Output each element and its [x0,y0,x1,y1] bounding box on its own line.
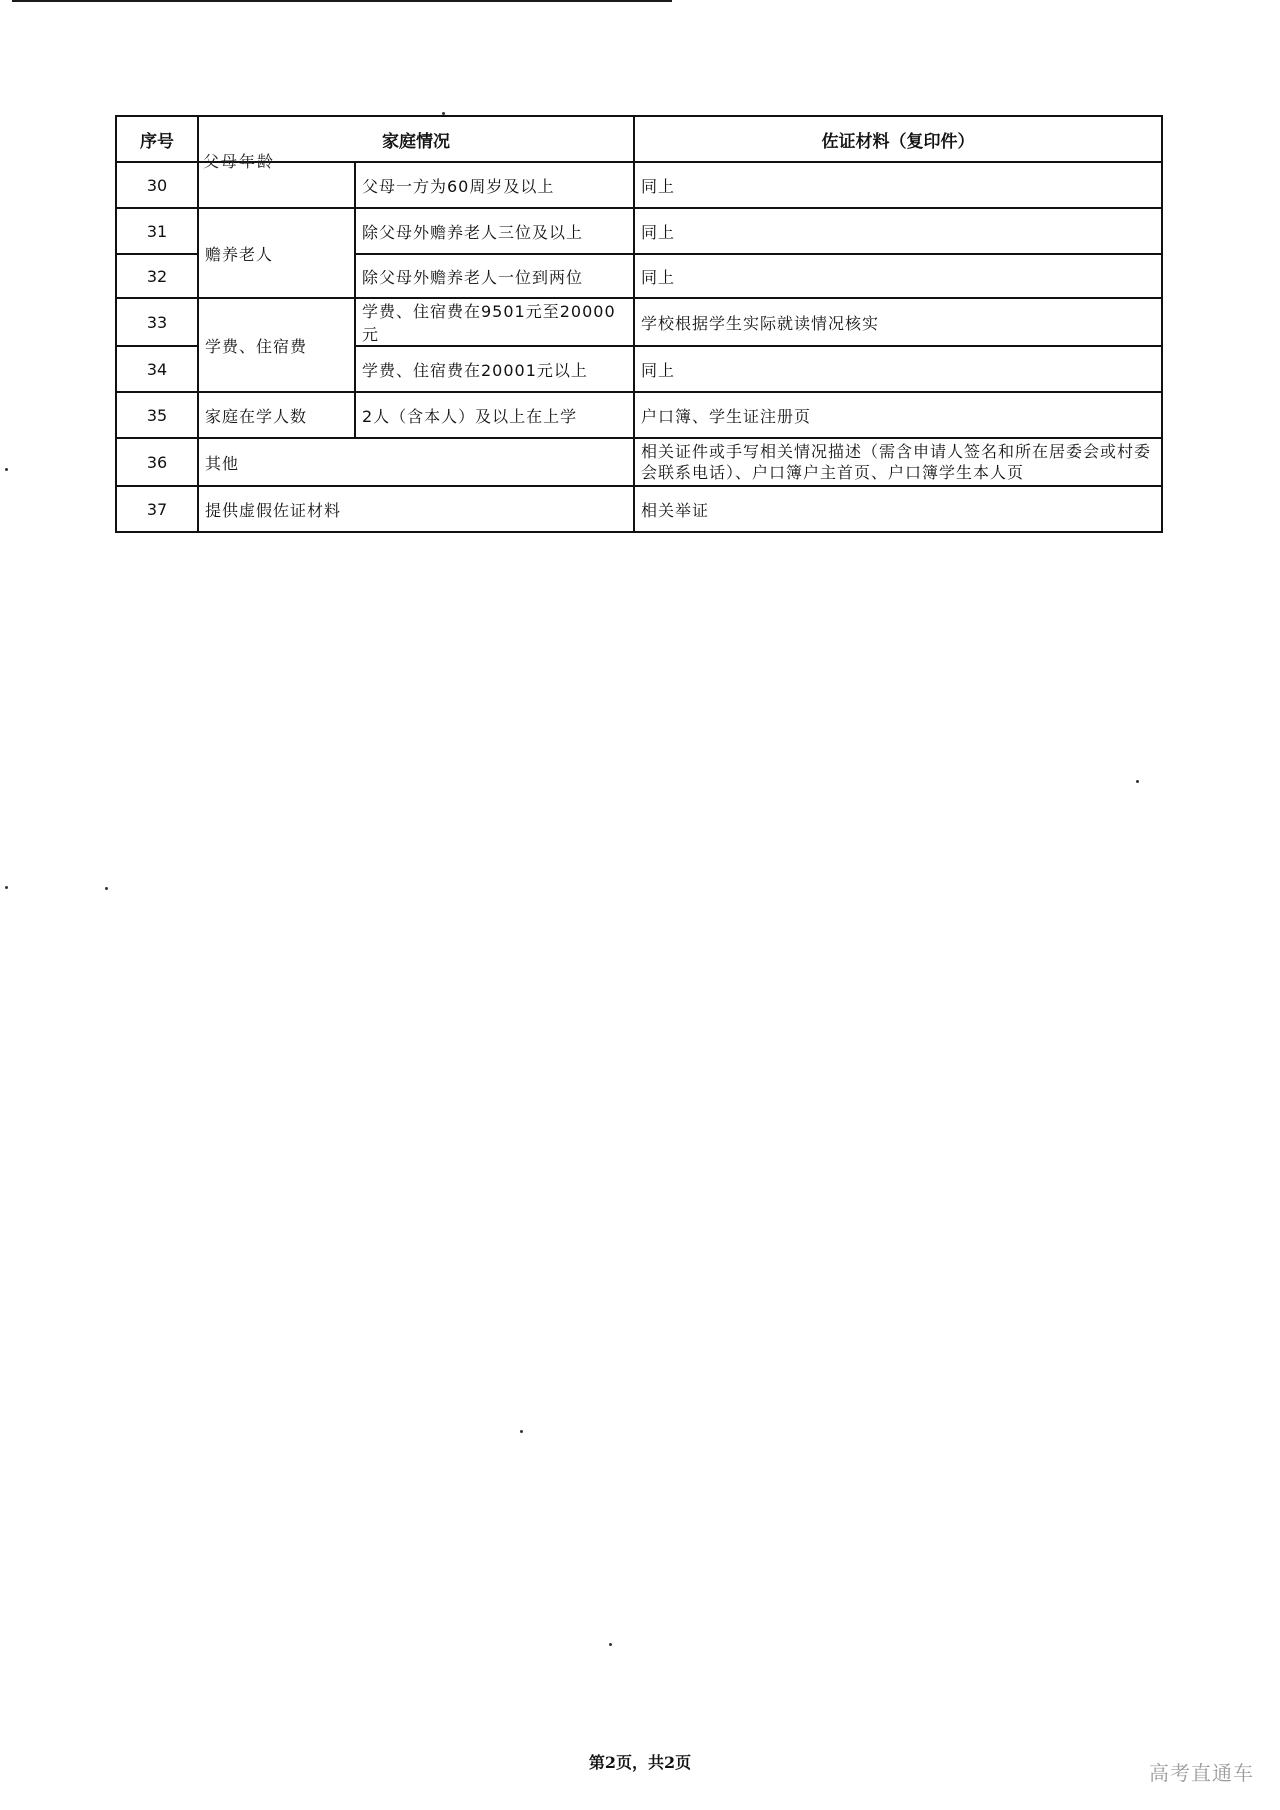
row-category [198,152,355,208]
table-row [116,392,1162,438]
table-row [116,208,1162,254]
table-row [116,438,1162,486]
row-proof: 同上 [634,208,1162,254]
row-condition: 学费、住宿费在9501元至20000元 [355,298,634,346]
table-row [116,486,1162,532]
scan-speck [5,886,8,889]
row-condition: 2人（含本人）及以上在上学 [355,392,634,438]
row-number: 30 [116,162,198,208]
row-category: 赡养老人 [198,208,355,298]
row-proof: 学校根据学生实际就读情况核实 [634,298,1162,346]
header-proof-materials: 佐证材料（复印件） [634,116,1162,162]
header-number: 序号 [116,116,198,162]
page-number-label: 第2页，共2页 [588,1753,692,1772]
row-category: 家庭在学人数 [198,392,355,438]
row-proof: 相关举证 [634,486,1162,532]
table-row [116,162,1162,208]
row-number: 37 [116,486,198,532]
row-category: 其他 [198,438,634,486]
row-condition: 学费、住宿费在20001元以上 [355,346,634,392]
row-number: 34 [116,346,198,392]
row-proof: 同上 [634,254,1162,298]
row-condition: 除父母外赡养老人一位到两位 [355,254,634,298]
row-category: 学费、住宿费 [198,298,355,392]
scan-speck [609,1643,612,1646]
family-situation-table [115,115,1163,533]
row-number: 35 [116,392,198,438]
row-category: 提供虚假佐证材料 [198,486,634,532]
row-number: 31 [116,208,198,254]
row-number: 33 [116,298,198,346]
row-proof: 同上 [634,162,1162,208]
watermark-text: 高考直通车 [1149,1761,1254,1785]
cut-off-category-text: 父母年龄 [203,152,276,171]
row-number: 32 [116,254,198,298]
scan-speck [1136,780,1139,783]
table-row [116,298,1162,346]
top-border-line [12,0,672,2]
row-condition: 除父母外赡养老人三位及以上 [355,208,634,254]
row-number: 36 [116,438,198,486]
row-proof: 同上 [634,346,1162,392]
header-family-situation: 家庭情况 [198,116,634,162]
scan-speck [105,887,108,890]
row-proof: 户口簿、学生证注册页 [634,392,1162,438]
row-condition: 父母一方为60周岁及以上 [355,162,634,208]
row-proof: 相关证件或手写相关情况描述（需含申请人签名和所在居委会或村委会联系电话）、户口簿户主首页、户口簿学生本人页 [634,438,1162,486]
scan-speck [520,1430,523,1433]
scan-speck [5,468,8,471]
